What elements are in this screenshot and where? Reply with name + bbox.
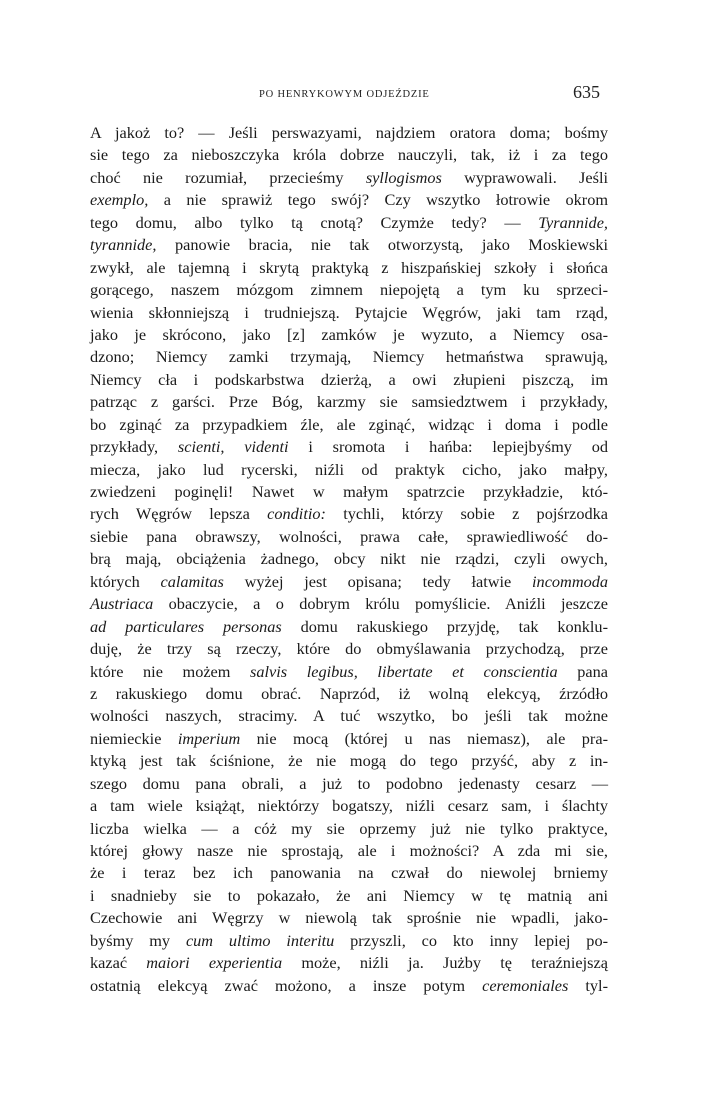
- text-line: [90, 346, 608, 368]
- text-segment: wyżej jest opisana; tedy łatwie: [223, 571, 533, 591]
- page-number: 635: [573, 82, 600, 102]
- text-line: [90, 279, 608, 301]
- text-line: [90, 728, 608, 750]
- text-segment: patrząc z garści. Prze Bóg, karzmy sie samsiedztwem i przykłady,: [90, 392, 608, 412]
- text-segment: siebie pana obrawszy, wolności, prawa całe, sprawiedliwość do-: [90, 526, 608, 546]
- text-line: [90, 369, 608, 391]
- text-segment: a tam wiele książąt, niektórzy bogatszy, niźli cesarz sam, i ślachty: [90, 796, 608, 816]
- text-line: [90, 122, 608, 144]
- text-segment: że i teraz bez ich panowania na czwał do niewolej brniemy: [90, 863, 608, 883]
- text-line: [90, 907, 608, 929]
- text-line: [90, 773, 608, 795]
- text-segment: brą mają, obciążenia żadnego, obcy nikt nie rządzi, czyli owych,: [90, 549, 608, 569]
- text-line: [90, 167, 608, 189]
- text-line: [90, 705, 608, 727]
- italic-phrase: salvis legibus, libertate et conscientia: [250, 661, 558, 681]
- text-segment: zwiedzeni poginęli! Nawet w małym spatrzcie przykładzie, któ-: [90, 482, 608, 501]
- text-line: [90, 391, 608, 413]
- text-segment: Czechowie ani Węgrzy w niewolą tak sprośnie nie wpadli, jako-: [90, 908, 608, 928]
- italic-phrase: cum ultimo interitu: [185, 930, 335, 950]
- text-segment: ktyką jest tak ściśnione, że nie mogą do tego przyść, aby z in-: [90, 751, 608, 771]
- text-line: [90, 414, 608, 436]
- text-line: [90, 257, 608, 279]
- text-segment: panowie bracia, nie tak otworzystą, jako Moskiewski: [156, 235, 608, 255]
- italic-phrase: maiori experientia: [146, 953, 283, 973]
- italic-phrase: imperium: [177, 728, 241, 748]
- text-segment: nie mocą (której u nas niemasz), ale pra-: [240, 728, 608, 748]
- text-line: [90, 481, 608, 503]
- text-segment: przykłady,: [90, 437, 178, 457]
- text-line: [90, 638, 608, 660]
- text-segment: kazać: [90, 953, 147, 973]
- text-segment: przyszli, co kto inny lepiej po-: [334, 930, 609, 950]
- italic-phrase: incommoda: [532, 571, 608, 591]
- text-segment: niemieckie: [90, 728, 178, 748]
- text-line: [90, 302, 608, 324]
- text-segment: wyprawowali. Jeśli: [441, 167, 608, 187]
- body-text: [90, 122, 608, 997]
- text-segment: gorącego, naszem mózgom zimnem niepojętą a tym ku sprzeci-: [90, 280, 608, 300]
- text-segment: których: [90, 571, 161, 591]
- text-line: [90, 593, 608, 615]
- text-line: [90, 750, 608, 772]
- text-segment: z rakuskiego domu obrać. Naprzód, iż wolną elekcyą, źrzódło: [90, 683, 608, 703]
- text-segment: ostatnią elekcyą zwać możono, a insze potym: [90, 975, 483, 995]
- text-segment: wolności naszych, stracimy. A tuć wszytko, bo jeśli tak możne: [90, 706, 608, 726]
- text-segment: jako je skrócono, jako [z] zamków je wyzuto, a Niemcy osa-: [90, 324, 608, 344]
- text-segment: liczba wielka — a cóż my sie oprzemy już nie tylko praktyce,: [90, 818, 608, 838]
- italic-phrase: syllogismos: [365, 167, 442, 187]
- text-line: [90, 503, 608, 525]
- text-segment: obaczycie, a o dobrym królu pomyślicie. Aniźli jeszcze: [153, 594, 608, 614]
- text-segment: które nie możem: [90, 661, 251, 681]
- text-segment: może, niźli ja. Jużby tę teraźniejszą: [282, 953, 608, 973]
- text-segment: zwykł, ale tajemną i skrytą praktyką z hiszpańskiej szkoły i słońca: [90, 257, 608, 277]
- text-segment: szego domu pana obrali, a już to podobno jedenasty cesarz —: [90, 773, 608, 793]
- text-line: [90, 952, 608, 974]
- text-segment: wienia skłonniejszą i trudniejszą. Pytajcie Węgrów, jaki tam rząd,: [90, 302, 608, 322]
- text-line: [90, 571, 608, 593]
- text-line: [90, 616, 608, 638]
- text-line: [90, 840, 608, 862]
- text-line: [90, 189, 608, 211]
- text-line: [90, 661, 608, 683]
- text-segment: Niemcy cła i podskarbstwa dzierżą, a owi złupieni piszczą, im: [90, 369, 608, 389]
- text-line: [90, 436, 608, 458]
- text-line: [90, 324, 608, 346]
- text-segment: tyl-: [568, 975, 608, 995]
- text-line: [90, 975, 608, 997]
- text-segment: tychli, którzy sobie z pojśrzodka: [325, 504, 608, 524]
- text-line: [90, 818, 608, 840]
- text-segment: domu rakuskiego przyjdę, tak konklu-: [281, 616, 608, 636]
- italic-phrase: Austriaca: [90, 594, 154, 614]
- text-segment: sie tego za nieboszczyka króla dobrze nauczyli, tak, iż i za tego: [90, 145, 608, 165]
- running-head: PO HENRYKOWYM ODJEŹDZIE: [259, 89, 430, 100]
- text-segment: której głowy nasze nie sprostają, ale i możności? A zda mi sie,: [90, 841, 608, 860]
- text-segment: i sromota i hańba: lepiejbyśmy od: [288, 437, 609, 457]
- text-line: [90, 526, 608, 548]
- italic-phrase: Tyrannide,: [538, 212, 608, 232]
- text-segment: a nie sprawiż tego swój? Czy wszytko łotrowie okrom: [148, 190, 608, 210]
- italic-phrase: scienti, videnti: [177, 437, 289, 457]
- italic-phrase: tyrannide,: [90, 235, 157, 255]
- text-segment: dzono; Niemcy zamki trzymają, Niemcy hetmaństwa sprawują,: [90, 347, 608, 367]
- text-segment: A jakoż to? — Jeśli perswazyami, najdziem oratora doma; bośmy: [90, 123, 608, 142]
- text-line: [90, 234, 608, 256]
- text-line: [90, 459, 608, 481]
- text-line: [90, 212, 608, 234]
- text-line: [90, 683, 608, 705]
- italic-phrase: ceremoniales: [482, 975, 569, 995]
- text-line: [90, 885, 608, 907]
- text-segment: rych Węgrów lepsza: [90, 504, 268, 524]
- italic-phrase: conditio:: [267, 504, 326, 524]
- text-segment: duję, że trzy są rzeczy, które do obmyślawania przychodzą, prze: [90, 639, 608, 659]
- text-segment: tego domu, albo tylko tą cnotą? Czymże tedy? —: [90, 212, 539, 232]
- text-segment: choć nie rozumiał, przecieśmy: [90, 167, 366, 187]
- italic-phrase: calamitas: [160, 571, 224, 591]
- italic-phrase: exemplo,: [90, 190, 149, 210]
- text-line: [90, 862, 608, 884]
- text-segment: byśmy my: [90, 930, 186, 950]
- text-line: [90, 548, 608, 570]
- text-line: [90, 795, 608, 817]
- italic-phrase: ad particulares personas: [90, 616, 282, 636]
- text-segment: pana: [557, 661, 608, 681]
- text-line: [90, 930, 608, 952]
- text-line: [90, 144, 608, 166]
- text-segment: bo zginąć za przypadkiem źle, ale zginąć, widząc i doma i podle: [90, 414, 608, 434]
- text-segment: miecza, jako lud rycerski, niźli od praktyk cicho, jako małpy,: [90, 459, 608, 479]
- text-segment: i snadnieby sie to pokazało, że ani Niemcy w tę matnią ani: [90, 885, 608, 905]
